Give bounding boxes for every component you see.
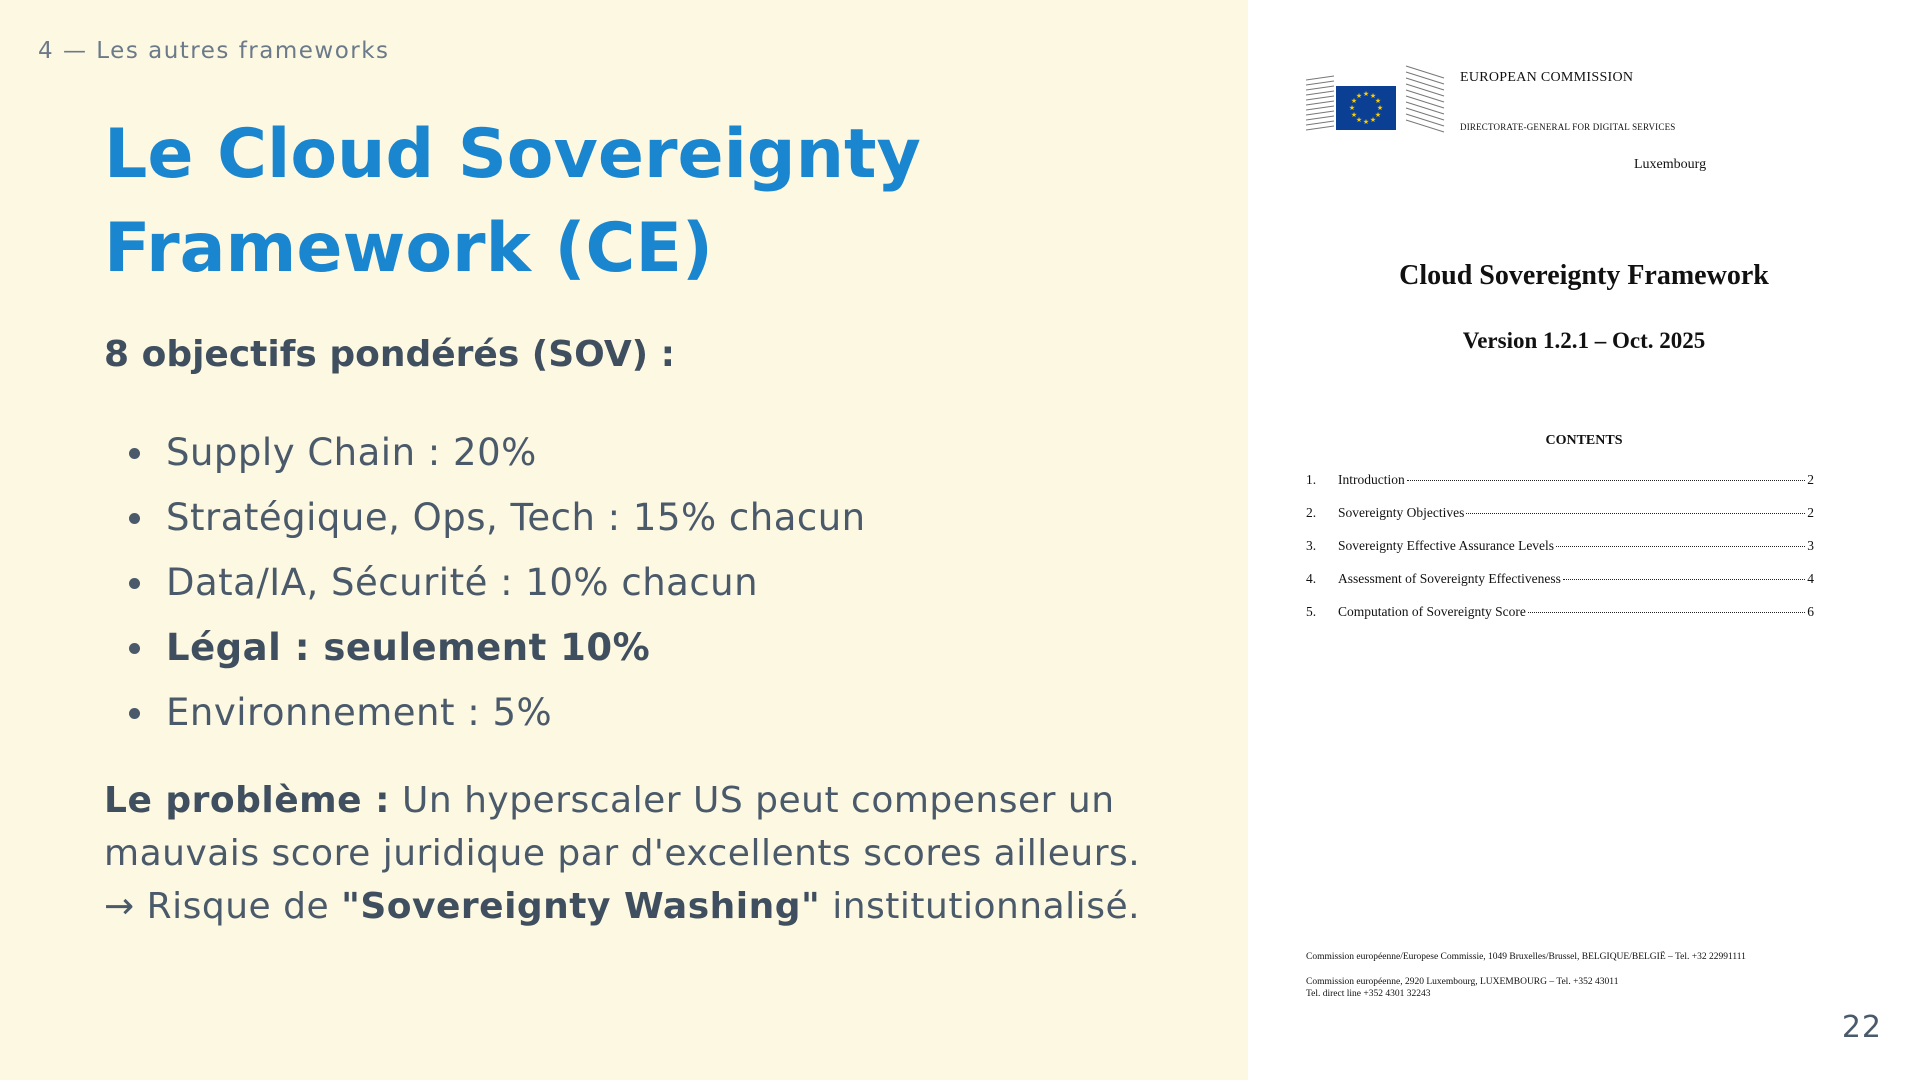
problem-label: Le problème : [104, 780, 391, 821]
toc-item: 1. Introduction 2 [1306, 472, 1814, 487]
bullet-strategic-ops-tech: Stratégique, Ops, Tech : 15% chacun [104, 485, 866, 550]
bullet-list [104, 420, 866, 745]
page-number: 22 [1841, 1010, 1882, 1045]
contents-heading: CONTENTS [1545, 433, 1623, 448]
problem-paragraph [104, 774, 1224, 933]
document-footer-brussels: Commission européenne/Europese Commissie, 1049 Bruxelles/Brussel, BELGIQUE/BELGIË – Tel. +32 22991111 [1306, 952, 1746, 962]
bullet-data-ai-security: Data/IA, Sécurité : 10% chacun [104, 550, 866, 615]
svg-text:★: ★ [1376, 104, 1384, 112]
svg-text:★: ★ [1355, 92, 1363, 100]
svg-text:★: ★ [1355, 116, 1363, 124]
risk-prefix: → Risque de [104, 886, 342, 927]
bullet-environment: Environnement : 5% [104, 680, 866, 745]
section-label: 4 — Les autres frameworks [38, 38, 390, 64]
svg-text:★: ★ [1362, 90, 1370, 98]
problem-text: Un hyperscaler US peut compenser un mauvais score juridique par d'excellents scores ailleurs. [104, 780, 1141, 874]
svg-text:★: ★ [1350, 111, 1358, 119]
title-line-1: Le Cloud Sovereignty [104, 115, 921, 194]
document-version: Version 1.2.1 – Oct. 2025 [1462, 328, 1706, 353]
document-preview [1248, 0, 1920, 1080]
document-city: Luxembourg [1634, 157, 1707, 172]
bullet-supply-chain: Supply Chain : 20% [104, 420, 866, 485]
toc-item: 5. Computation of Sovereignty Score 6 [1306, 604, 1814, 619]
document-directorate: DIRECTORATE-GENERAL FOR DIGITAL SERVICES [1460, 122, 1676, 132]
slide-title [104, 108, 1104, 296]
toc-item: 4. Assessment of Sovereignty Effectiveness 4 [1306, 571, 1814, 586]
svg-text:★: ★ [1350, 97, 1358, 105]
svg-text:★: ★ [1362, 118, 1370, 126]
svg-text:★: ★ [1348, 104, 1356, 112]
svg-text:★: ★ [1374, 97, 1382, 105]
document-footer-luxembourg: Commission européenne, 2920 Luxembourg, LUXEMBOURG – Tel. +352 43011 Tel. direct line +352 4301 32243 [1306, 977, 1619, 999]
svg-text:★: ★ [1369, 116, 1377, 124]
subtitle: 8 objectifs pondérés (SOV) : [104, 334, 676, 375]
bullet-legal: Légal : seulement 10% [104, 615, 866, 680]
svg-text:★: ★ [1369, 92, 1377, 100]
title-line-2: Framework (CE) [104, 209, 713, 288]
document-title: Cloud Sovereignty Framework [1399, 260, 1769, 291]
toc-item: 2. Sovereignty Objectives 2 [1306, 505, 1814, 520]
svg-text:★: ★ [1374, 111, 1382, 119]
toc-item: 3. Sovereignty Effective Assurance Levels 3 [1306, 538, 1814, 553]
table-of-contents [1306, 472, 1814, 637]
european-commission-logo-icon [1306, 60, 1446, 136]
risk-suffix: institutionnalisé. [820, 886, 1141, 927]
risk-term: "Sovereignty Washing" [341, 886, 821, 927]
document-organization: EUROPEAN COMMISSION [1460, 70, 1634, 85]
